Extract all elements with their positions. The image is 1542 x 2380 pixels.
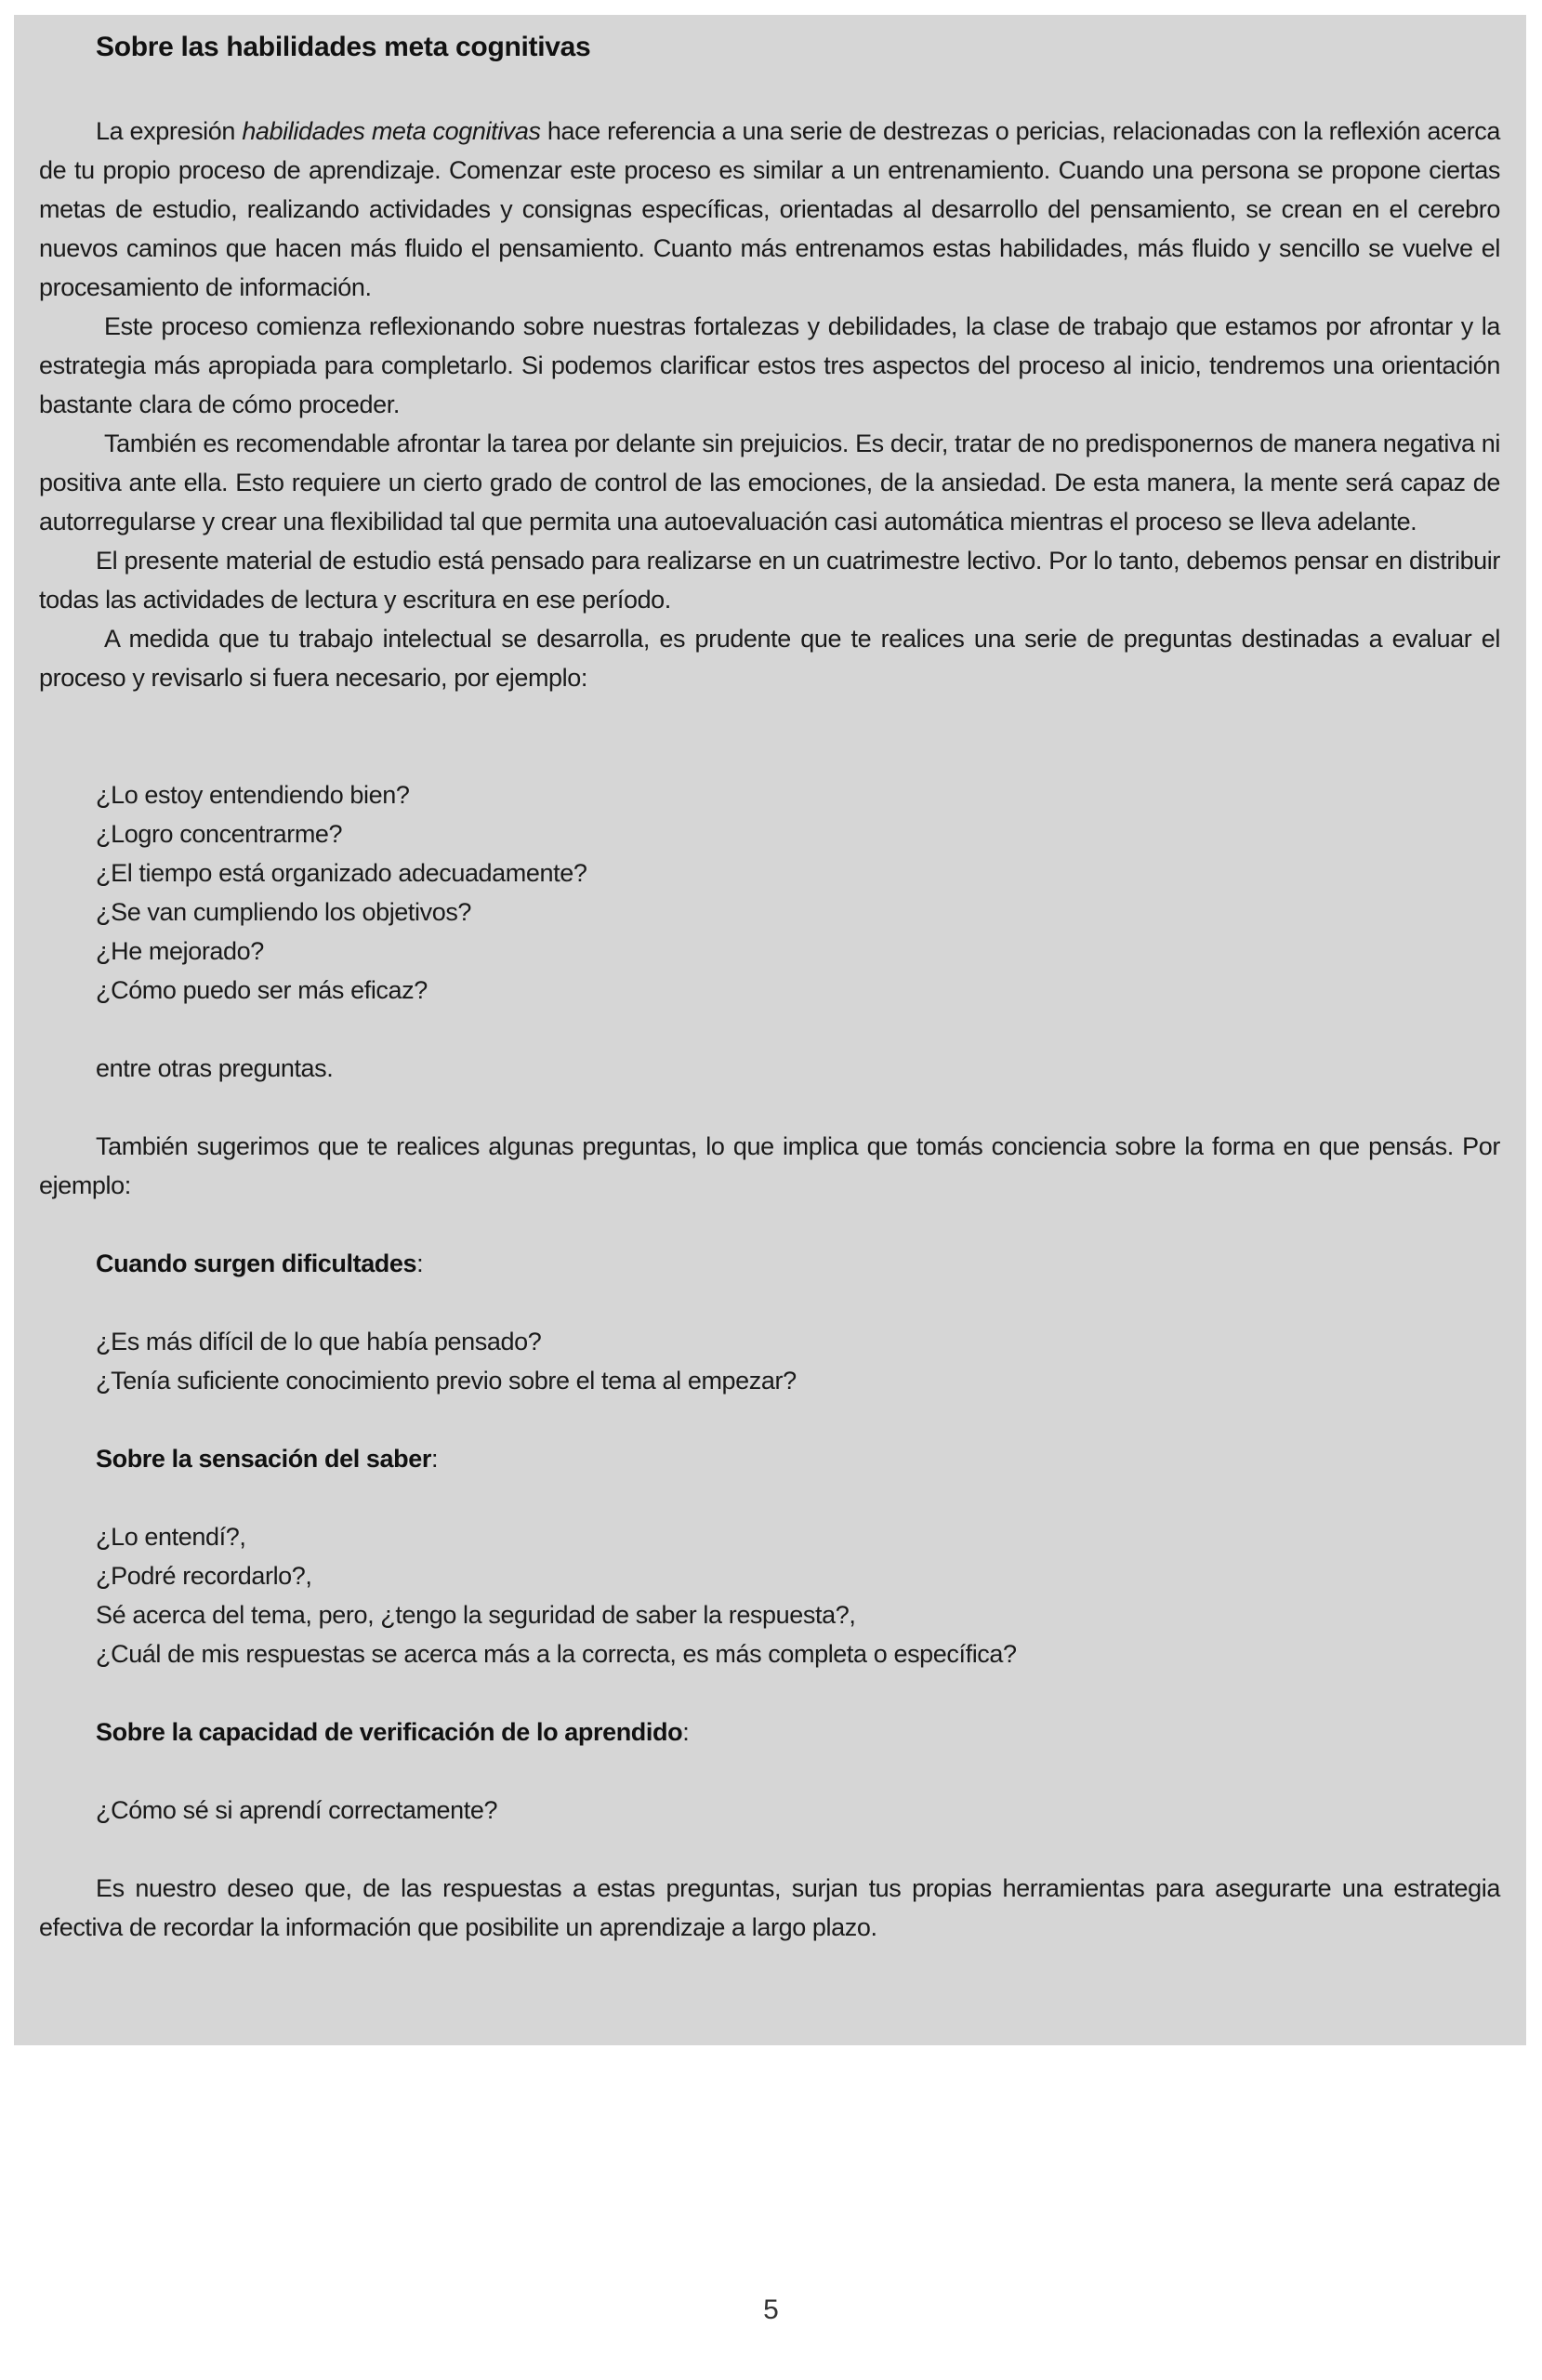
question-item: ¿Lo estoy entendiendo bien? [96,781,410,809]
suggestion-text [39,1127,1500,1205]
group-item: Sé acerca del tema, pero, ¿tengo la seguridad de saber la respuesta?, [96,1601,856,1629]
intro-rest: hace referencia a una serie de destrezas o pericias, relacionadas con la reflexión acerca de tu propio proceso de aprendizaje. Comenzar este proceso es similar a un entrenamiento. Cuando una persona se propone ciertas metas de estudio, realizando actividades y consignas específicas, orientadas al desarrollo del pensamiento, se crean en el cerebro nuevos caminos que hacen más fluido el pensamiento. Cuanto más entrenamos estas habilidades, más fluido y sencillo se vuelve el procesamiento de información. [39,117,1501,301]
intro-term: habilidades meta cognitivas [242,117,541,145]
group-item: ¿Cuál de mis respuestas se acerca más a la correcta, es más completa o específica? [96,1640,1017,1668]
question-item: ¿Se van cumpliendo los objetivos? [96,898,472,926]
question-item: ¿He mejorado? [96,937,264,965]
closing-paragraph: Es nuestro deseo que, de las respuestas a estas preguntas, surjan tus propias herramientas para asegurarte una estrategia efectiva de recordar la información que posibilite un aprendizaje a largo plazo. [39,1874,1500,1941]
group-heading-text: Cuando surgen dificultades [96,1250,417,1277]
question-item: ¿Cómo puedo ser más eficaz? [96,976,428,1004]
group-heading-colon: : [682,1718,690,1746]
group-heading [96,1439,438,1478]
questions-tail: entre otras preguntas. [96,1054,334,1082]
closing-text [39,1869,1500,1947]
section-title: Sobre las habilidades meta cognitivas [96,32,591,62]
question-item: ¿El tiempo está organizado adecuadamente? [96,859,587,887]
group-heading-text: Sobre la capacidad de verificación de lo aprendido [96,1718,683,1746]
group-item: ¿Tenía suficiente conocimiento previo sobre el tema al empezar? [96,1367,797,1395]
group-heading [96,1712,689,1752]
intro-paragraph [39,112,1500,307]
question-item: ¿Logro concentrarme? [96,820,343,848]
group-item: ¿Cómo sé si aprendí correctamente? [96,1796,498,1824]
page-number: 5 [763,2294,779,2325]
group-item: ¿Podré recordarlo?, [96,1562,312,1590]
paragraph: También es recomendable afrontar la tarea por delante sin prejuicios. Es decir, tratar de no predisponernos de manera negativa ni positiva ante ella. Esto requiere un cierto grado de control de las emociones, de la ansiedad. De esta manera, la mente será capaz de autorregularse y crear una flexibilidad tal que permita una autoevaluación casi automática mientras el proceso se lleva adelante. [39,430,1500,536]
suggestion-paragraph: También sugerimos que te realices algunas preguntas, lo que implica que tomás conciencia sobre la forma en que pensás. Por ejemplo: [39,1132,1500,1199]
group-item: ¿Lo entendí?, [96,1523,246,1551]
intro-lead: La expresión [96,117,243,145]
group-heading-text: Sobre la sensación del saber [96,1445,431,1473]
group-heading [96,1244,423,1283]
paragraph: A medida que tu trabajo intelectual se desarrolla, es prudente que te realices una serie de preguntas destinadas a evaluar el proceso y revisarlo si fuera necesario, por ejemplo: [39,625,1500,692]
group-heading-colon: : [430,1445,439,1473]
group-item: ¿Es más difícil de lo que había pensado? [96,1328,542,1355]
paragraph: El presente material de estudio está pensado para realizarse en un cuatrimestre lectivo. Por lo tanto, debemos pensar en distribuir todas las actividades de lectura y escritura en ese período. [39,547,1500,614]
group-heading-colon: : [416,1250,424,1277]
paragraph: Este proceso comienza reflexionando sobre nuestras fortalezas y debilidades, la clase de trabajo que estamos por afrontar y la estrategia más apropiada para completarlo. Si podemos clarificar estos tres aspectos del proceso al inicio, tendremos una orientación bastante clara de cómo proceder. [39,312,1500,418]
body-text [39,112,1500,697]
